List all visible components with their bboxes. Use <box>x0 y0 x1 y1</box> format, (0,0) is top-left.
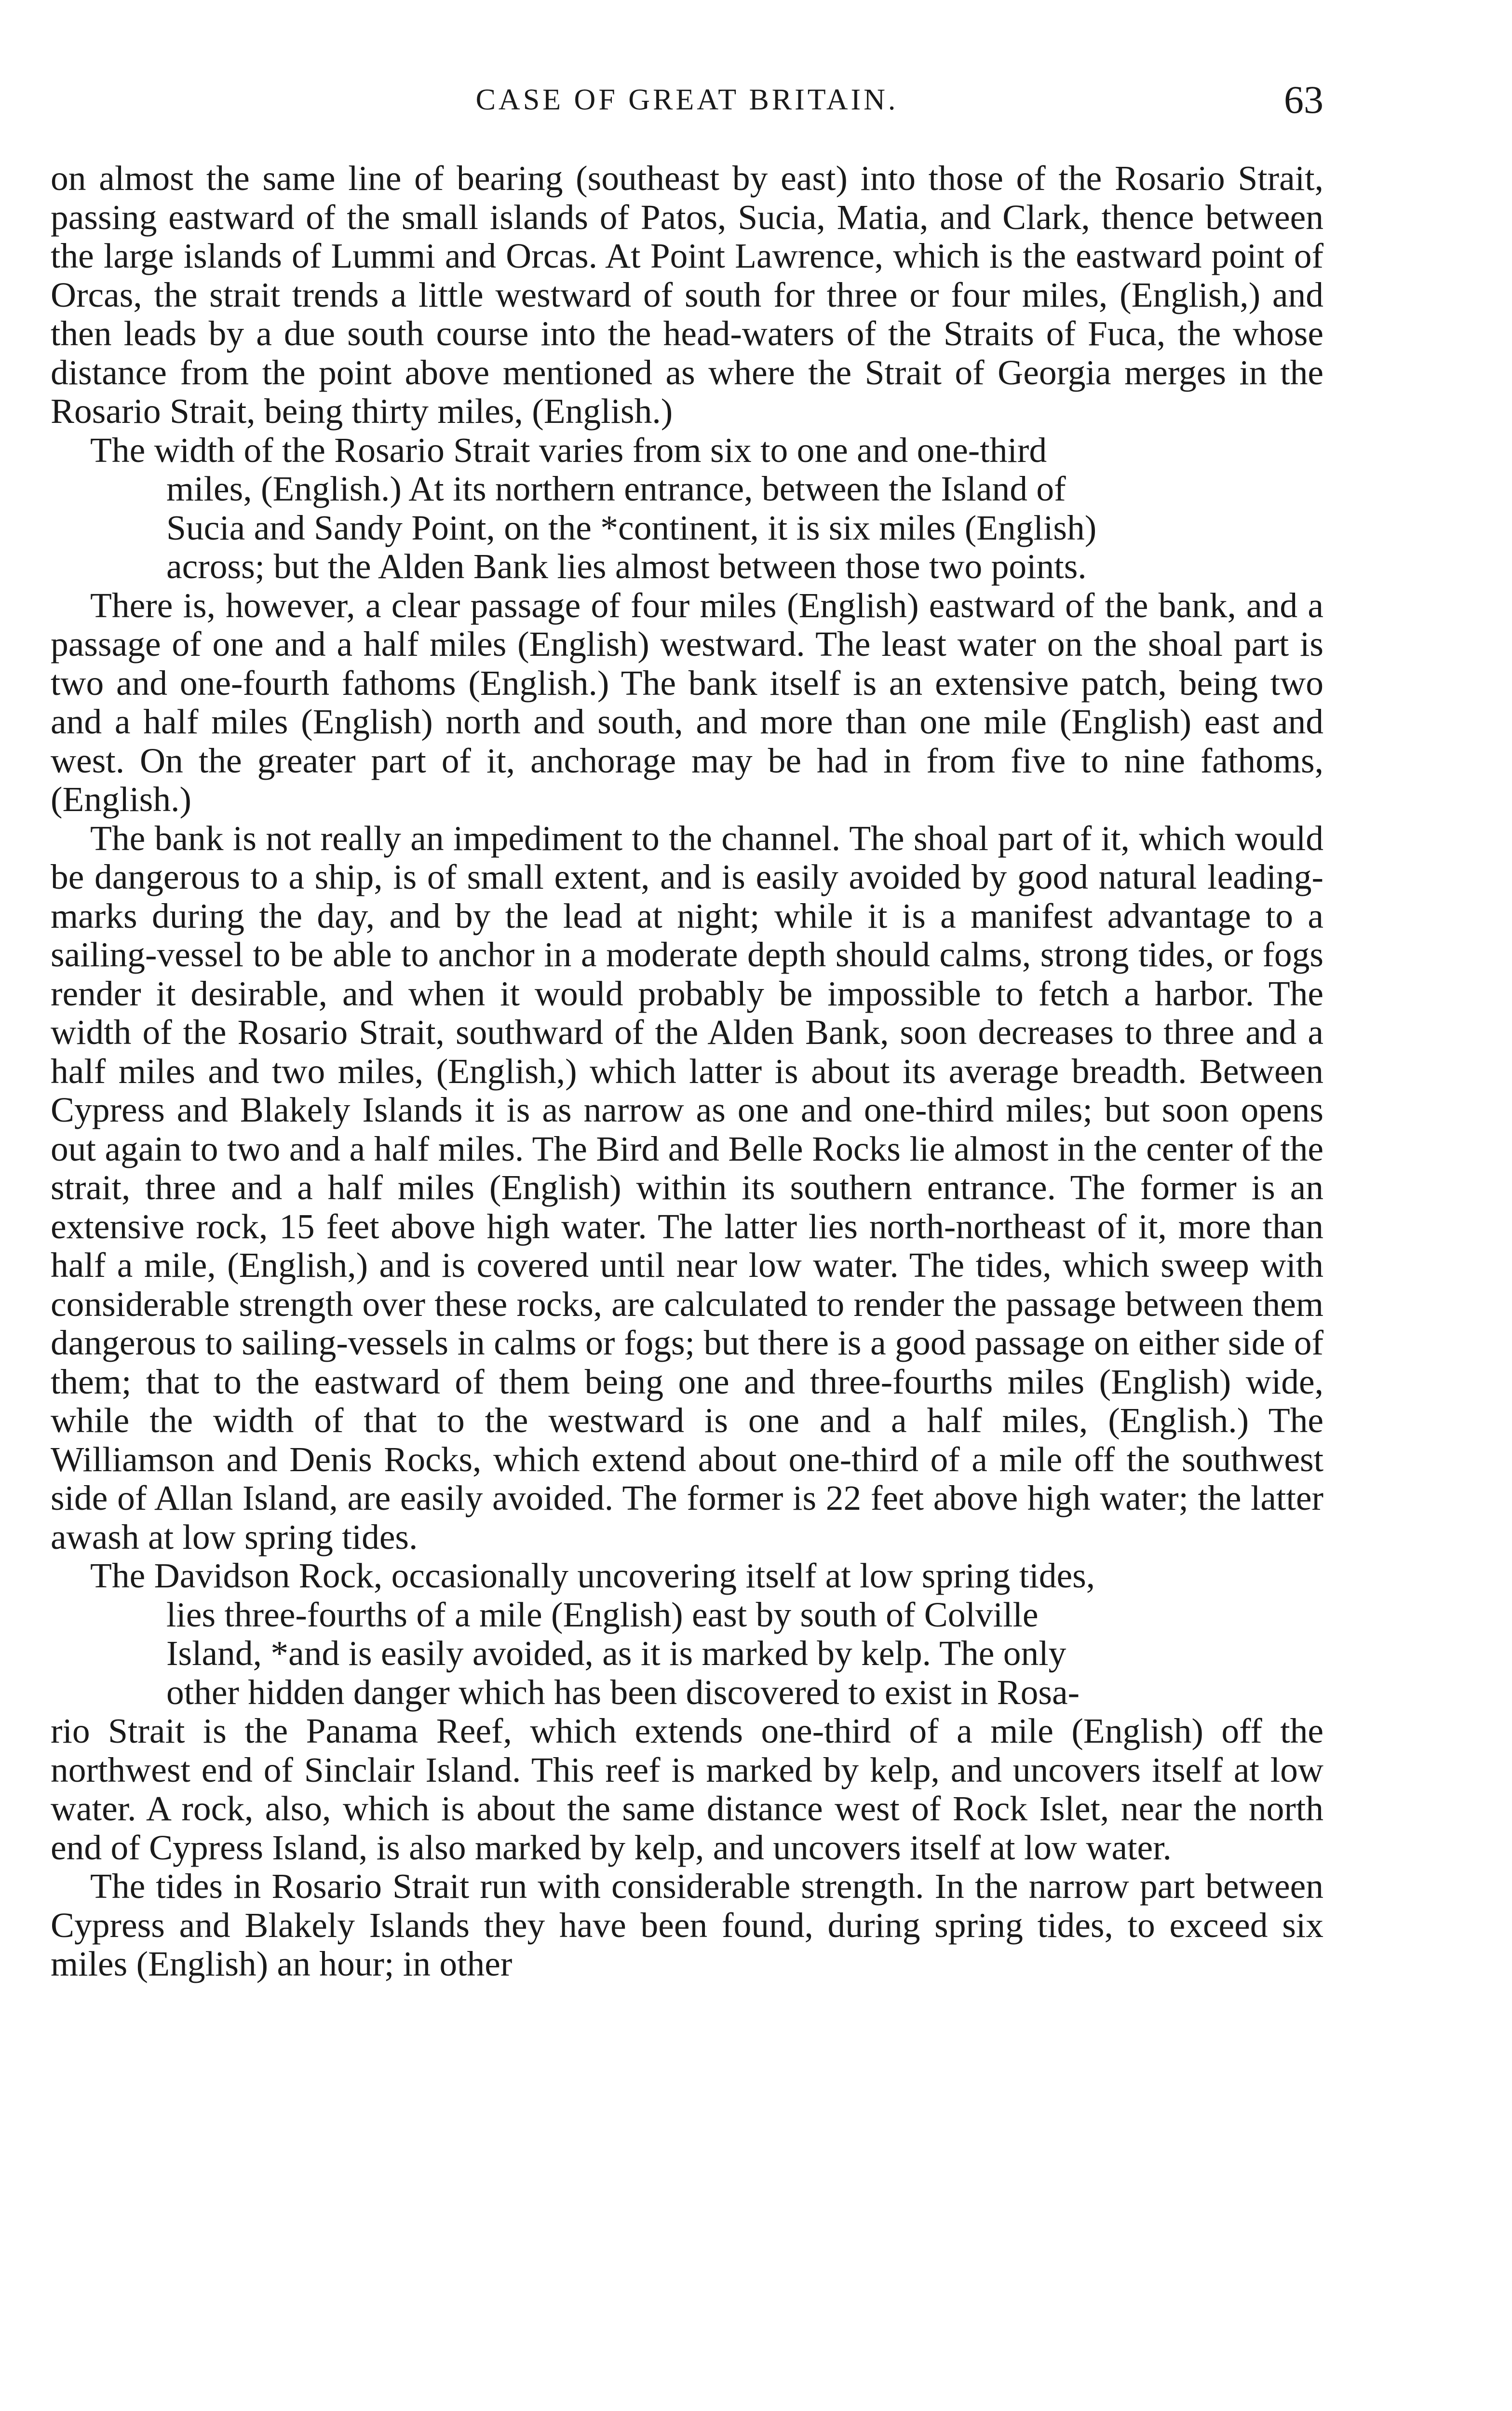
body-text <box>51 159 1323 1984</box>
paragraph-5 <box>51 1557 1323 1867</box>
page-header <box>51 77 1323 130</box>
paragraph-5-rest: rio Strait is the Panama Reef, which extends one-third of a mile (English) off the northwest end of Sinclair Island. This reef is marked by kelp, and uncovers itself at low water. A rock, also, which is about the same distance west of Rock Islet, near the north end of Cypress Island, is also marked by kelp, and uncovers itself at low water. <box>51 1711 1323 1867</box>
paragraph-5-line-1: The Davidson Rock, occasionally uncovering itself at low spring tides, <box>90 1556 1095 1595</box>
paragraph-1: on almost the same line of bearing (southeast by east) into those of the Rosario Strait, passing eastward of the small islands of Patos, Sucia, Matia, and Clark, thence between the large islands of Lummi and Orcas. At Point Lawrence, which is the eastward point of Orcas, the strait trends a little westward of south for three or four miles, (English,) and then leads by a due south course into the head-waters of the Straits of Fuca, the whose distance from the point above mentioned as where the Strait of Georgia merges in the Rosario Strait, being thirty miles, (English.) <box>51 159 1323 431</box>
paragraph-2-line-4: across; but the Alden Bank lies almost between those two points. <box>166 547 1087 586</box>
running-head: CASE OF GREAT BRITAIN. <box>475 83 899 116</box>
paragraph-5-line-3-text: Island, *and is easily avoided, as it is marked by kelp. The only <box>166 1634 1066 1673</box>
paragraph-5-line-3 <box>51 1634 1323 1673</box>
paragraph-3: There is, however, a clear passage of four miles (English) eastward of the bank, and a passage of one and a half miles (English) westward. The least water on the shoal part is two and one-fourth fathoms (English.) The bank itself is an extensive patch, being two and a half miles (English) north and south, and more than one mile (English) east and west. On the greater part of it, anchorage may be had in from five to nine fathoms, (English.) <box>51 585 1323 819</box>
paragraph-6: The tides in Rosario Strait run with considerable strength. In the narrow part between Cypress and Blakely Islands they have been found, during spring tides, to exceed six miles (English) an hour; in other <box>51 1867 1323 1983</box>
page-number: 63 <box>1284 78 1323 122</box>
paragraph-2-line-1: The width of the Rosario Strait varies from six to one and one-third <box>90 430 1047 470</box>
paragraph-2 <box>51 431 1323 586</box>
paragraph-5-line-2: lies three-fourths of a mile (English) east by south of Colville <box>166 1595 1039 1634</box>
paragraph-4: The bank is not really an impediment to the channel. The shoal part of it, which would be dangerous to a ship, is of small extent, and is easily avoided by good natural leading-marks during the day, and by the lead at night; while it is a manifest advantage to a sailing-vessel to be able to anchor in a moderate depth should calms, strong tides, or fogs render it desirable, and when it would probably be impossible to fetch a harbor. The width of the Rosario Strait, southward of the Alden Bank, soon decreases to three and a half miles and two miles, (English,) which latter is about its average breadth. Between Cypress and Blakely Islands it is as narrow as one and one-third miles; but soon opens out again to two and a half miles. The Bird and Belle Rocks lie almost in the center of the strait, three and a half miles (English) within its southern entrance. The former is an extensive rock, 15 feet above high water. The latter lies north-northeast of it, more than half a mile, (English,) and is covered until near low water. The tides, which sweep with considerable strength over these rocks, are calculated to render the passage between them dangerous to sailing-vessels in calms or fogs; but there is a good passage on either side of them; that to the eastward of them being one and three-fourths miles (English) wide, while the width of that to the westward is one and a half miles, (English.) The Williamson and Denis Rocks, which extend about one-third of a mile off the southwest side of Allan Island, are easily avoided. The former is 22 feet above high water; the latter awash at low spring tides. <box>51 818 1323 1557</box>
paragraph-5-line-4: other hidden danger which has been discovered to exist in Rosa- <box>166 1672 1080 1712</box>
paragraph-2-line-2: miles, (English.) At its northern entrance, between the Island of <box>166 469 1066 508</box>
paragraph-2-line-3-text: Sucia and Sandy Point, on the *continent, it is six miles (English) <box>166 508 1097 547</box>
paragraph-2-line-3 <box>51 509 1323 548</box>
